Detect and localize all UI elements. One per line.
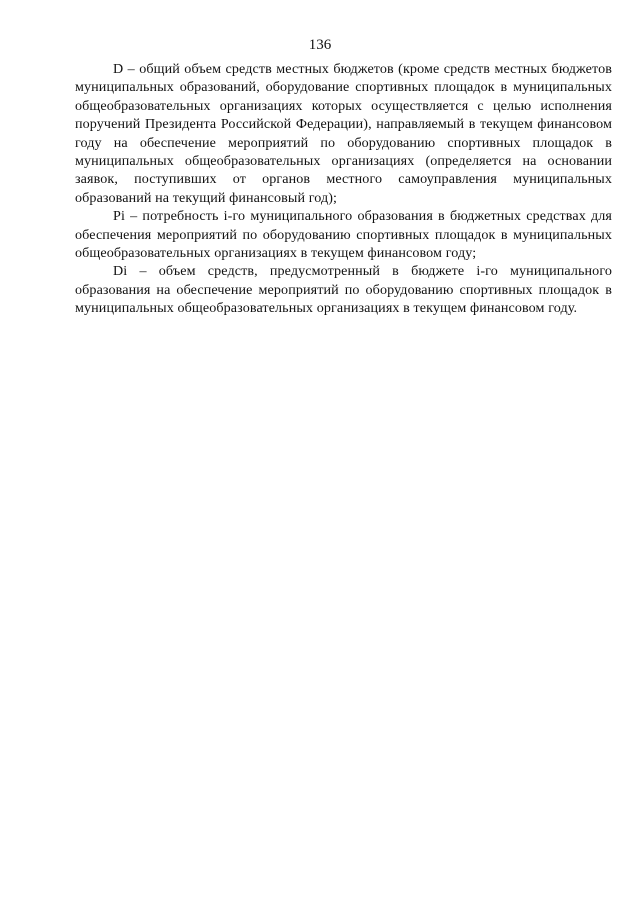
- paragraph-pi-definition: Pi – потребность i-го муниципального образования в бюджетных средствах для обеспечения мероприятий по оборудованию спортивных площадок в муниципальных общеобразовательных организациях в текущем финансовом году;: [75, 208, 612, 262]
- paragraph-di-definition: Di – объем средств, предусмотренный в бюджете i-го муниципального образования на обеспечение мероприятий по оборудованию спортивных площадок в муниципальных общеобразовательных организациях в текущем финансовом году.: [75, 263, 612, 317]
- paragraph-d-definition: D – общий объем средств местных бюджетов (кроме средств местных бюджетов муниципальных образований, оборудование спортивных площадок в муниципальных общеобразовательных организациях которых осуществляется с целью исполнения поручений Президента Российской Федерации), направляемый в текущем финансовом году на обеспечение мероприятий по оборудованию спортивных площадок в муниципальных общеобразовательных организациях (определяется на основании заявок, поступивших от органов местного самоуправления муниципальных образований на текущий финансовый год);: [75, 61, 612, 206]
- page-number: 136: [308, 37, 332, 53]
- document-body: [75, 60, 612, 318]
